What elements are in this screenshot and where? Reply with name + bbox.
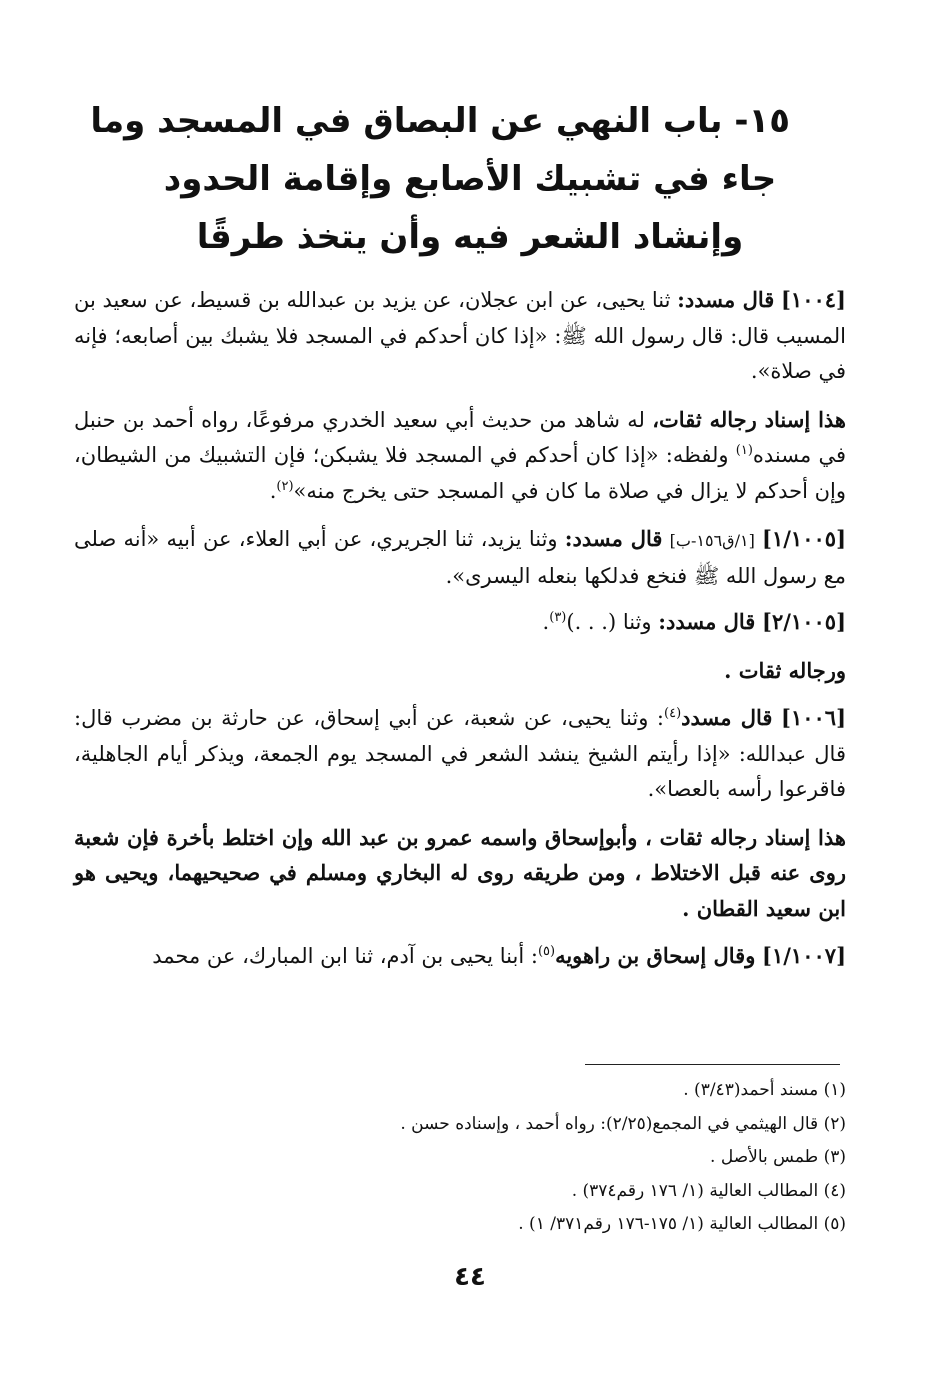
hadith-1005-1	[74, 521, 846, 594]
footnote-mark-2[interactable]: (٢)	[276, 478, 294, 494]
footnote-4: (٤) المطالب العالية (١/ ١٧٦ رقم٣٧٤) .	[571, 1180, 846, 1201]
grading-1004	[74, 402, 846, 510]
hadith-1007	[74, 938, 846, 975]
hadith-1004	[74, 282, 846, 390]
narrator-label: قال مسدد:	[564, 526, 663, 551]
hadith-number: [١٠٠٤]	[780, 287, 846, 312]
grading-text: له شاهد من حديث أبي سعيد الخدري مرفوعًا، رواه أحمد بن حنبل في مسنده	[74, 407, 846, 467]
hadith-text: وثنا يزيد، ثنا الجريري، عن أبي العلاء، عن أبيه «أنه صلى مع رسول الله ﷺ فنخع فدلكها بنعله اليسرى».	[74, 527, 846, 588]
hadith-end: .	[542, 610, 550, 634]
manuscript-folio: [١/ق١٥٦-ب]	[669, 531, 755, 550]
hadith-number: [١/١٠٠٧]	[762, 943, 846, 968]
grading-lead: هذا إسناد رجاله ثقات،	[652, 406, 846, 432]
hadith-1006	[74, 700, 846, 808]
chapter-title-line-1: ١٥- باب النهي عن البصاق في المسجد وما	[90, 101, 790, 141]
footnote-mark-5[interactable]: (٥)	[537, 944, 556, 959]
hadith-text-cont: «إذا رأيتم الشيخ ينشد الشعر في المسجد يوم الجمعة، ويذكر أيام الجاهلية، فاقرعوا رأسه بالعصا».	[74, 741, 846, 801]
hadith-text: ثنا يحيى، عن ابن عجلان، عن يزيد بن عبدالله بن قسيط، عن سعيد بن المسيب قال: قال رسول الله ﷺ: «إذا كان أحدكم في المسجد فلا يشبك بين أصابعه؛ فإنه في صلاة».	[74, 288, 846, 383]
footnotes	[150, 1074, 846, 1242]
page-number: ٤٤	[454, 1262, 486, 1292]
footnote-mark-3[interactable]: (٣)	[549, 610, 567, 625]
hadith-text: : وثنا يحيى، عن شعبة، عن أبي إسحاق، عن حارثة بن مضرب قال:	[74, 706, 665, 730]
narrator-label-2: قال عبدالله:	[738, 741, 846, 766]
chapter-title-line-2: جاء في تشبيك الأصابع وإقامة الحدود	[163, 159, 777, 199]
grading-text-cont: ولفظه: «إذا كان أحدكم في المسجد فلا يشبكن؛ فإن التشبيك من الشيطان، وإن أحدكم لا يزال في صلاة ما كان في المسجد حتى يخرج منه»	[74, 443, 846, 503]
narrator-label: وقال إسحاق بن راهويه	[555, 943, 756, 968]
hadith-text: وثنا (. . .)	[566, 610, 652, 634]
footnote-mark-4[interactable]: (٤)	[664, 706, 682, 721]
narrator-label: قال مسدد:	[677, 287, 775, 312]
hadith-number: [٢/١٠٠٥]	[762, 609, 846, 634]
footnote-divider	[585, 1064, 840, 1065]
hadith-text: : أبنا يحيى بن آدم، ثنا ابن المبارك، عن محمد	[152, 944, 538, 968]
narrator-label: قال مسدد	[681, 705, 773, 730]
grading-1005: ورجاله ثقات .	[724, 657, 846, 683]
footnote-3: (٣) طمس بالأصل .	[710, 1147, 846, 1167]
footnote-5: (٥) المطالب العالية (١/ ١٧٥-١٧٦ رقم٣٧١/ ١) .	[518, 1214, 846, 1234]
hadith-number: [١/١٠٠٥]	[762, 526, 846, 551]
narrator-label: قال مسدد:	[658, 609, 756, 634]
chapter-title-line-3: وإنشاد الشعر فيه وأن يتخذ طرقًا	[196, 217, 744, 257]
footnote-1: (١) مسند أحمد(٣/٤٣) .	[683, 1080, 846, 1100]
body-text	[74, 282, 846, 987]
chapter-title	[90, 92, 790, 266]
grading-end: .	[269, 478, 277, 503]
hadith-number: [١٠٠٦]	[781, 705, 846, 730]
footnote-2: (٢) قال الهيثمي في المجمع(٢/٢٥): رواه أحمد ، وإسناده حسن .	[400, 1113, 846, 1134]
grading-1006: هذا إسناد رجاله ثقات ، وأبوإسحاق واسمه عمرو بن عبد الله وإن اختلط بأخرة فإن شعبة روى عنه قبل الاختلاط ، ومن طريقه روى له البخاري ومسلم في صحيحيهما، ويحيى هو ابن سعيد القطان .	[74, 824, 846, 921]
hadith-1005-2	[74, 604, 846, 641]
footnote-mark-1[interactable]: (١)	[735, 443, 753, 458]
